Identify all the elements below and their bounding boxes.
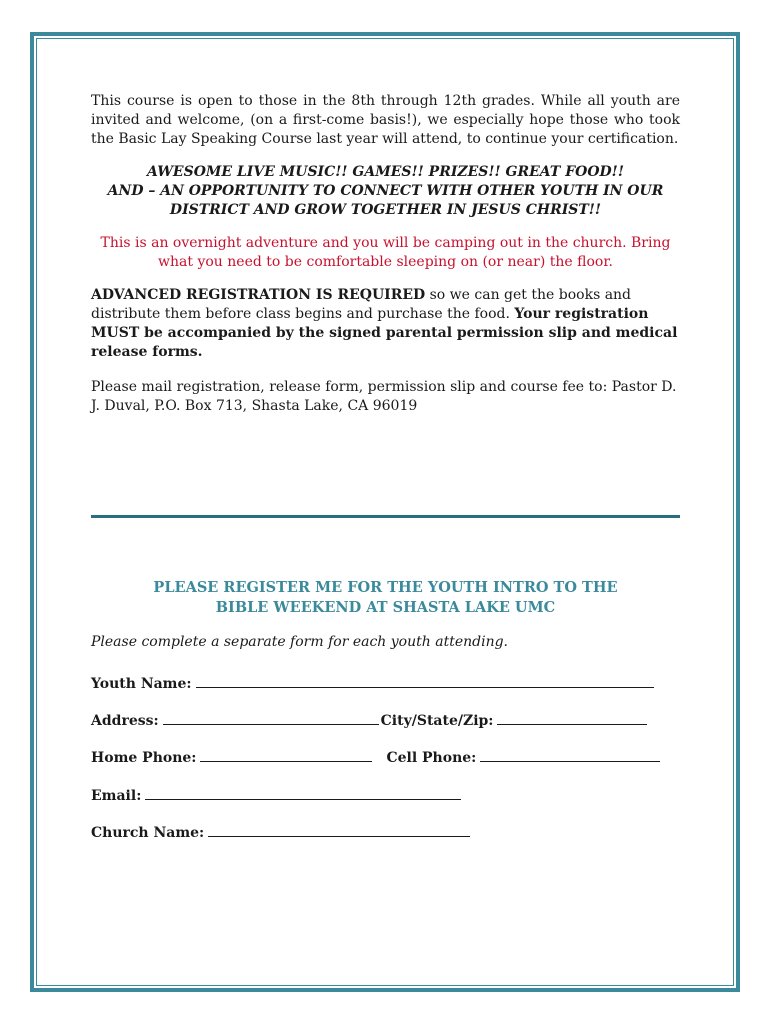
youth-name-label: Youth Name: (91, 676, 192, 692)
highlight-line-2: AND – AN OPPORTUNITY TO CONNECT WITH OTHER YOUTH IN OUR (107, 183, 664, 199)
church-name-field[interactable] (208, 822, 470, 837)
church-name-label: Church Name: (91, 825, 205, 841)
city-state-zip-label: City/State/Zip: (380, 713, 494, 729)
email-row (91, 785, 461, 804)
form-instructions: Please complete a separate form for each youth attending. (91, 634, 508, 650)
youth-name-field[interactable] (196, 673, 654, 688)
address-row (91, 710, 647, 729)
email-label: Email: (91, 788, 142, 804)
intro-paragraph: This course is open to those in the 8th through 12th grades. While all youth are invited and welcome, (on a first-come basis!), we especially hope those who took the Basic Lay Speaking Course last year will attend, to continue your certification. (91, 93, 680, 147)
flyer-body (91, 92, 680, 416)
registration-requirements-text: Your registration MUST be accompanied by the signed parental permission slip and medical release forms. (91, 306, 678, 360)
registration-required-text: ADVANCED REGISTRATION IS REQUIRED (91, 287, 426, 303)
cell-phone-field[interactable] (480, 747, 660, 762)
form-heading-line-2: BIBLE WEEKEND AT SHASTA LAKE UMC (215, 599, 556, 616)
form-heading-line-1: PLEASE REGISTER ME FOR THE YOUTH INTRO TO THE (153, 579, 618, 596)
section-divider (91, 515, 680, 518)
cell-phone-label: Cell Phone: (386, 750, 477, 766)
city-state-zip-field[interactable] (497, 710, 647, 725)
highlights-block (91, 163, 680, 220)
home-phone-label: Home Phone: (91, 750, 197, 766)
phone-row (91, 747, 660, 766)
address-label: Address: (91, 713, 159, 729)
form-heading (91, 578, 680, 618)
youth-name-row (91, 673, 654, 692)
email-field[interactable] (145, 785, 461, 800)
home-phone-field[interactable] (200, 747, 372, 762)
church-name-row (91, 822, 470, 841)
highlight-line-3: DISTRICT AND GROW TOGETHER IN JESUS CHRIST!! (169, 202, 602, 218)
mail-instructions: Please mail registration, release form, permission slip and course fee to: Pastor D. J. Duval, P.O. Box 713, Shasta Lake, CA 96019 (91, 379, 677, 414)
registration-middle-text: so we can get the books and distribute them before class begins and purchase the food. (91, 287, 632, 322)
registration-paragraph (91, 286, 680, 362)
address-field[interactable] (163, 710, 379, 725)
overnight-note: This is an overnight adventure and you will be camping out in the church. Bring what you need to be comfortable sleeping on (or near) the floor. (100, 235, 671, 270)
highlight-line-1: AWESOME LIVE MUSIC!! GAMES!! PRIZES!! GREAT FOOD!! (147, 164, 624, 180)
